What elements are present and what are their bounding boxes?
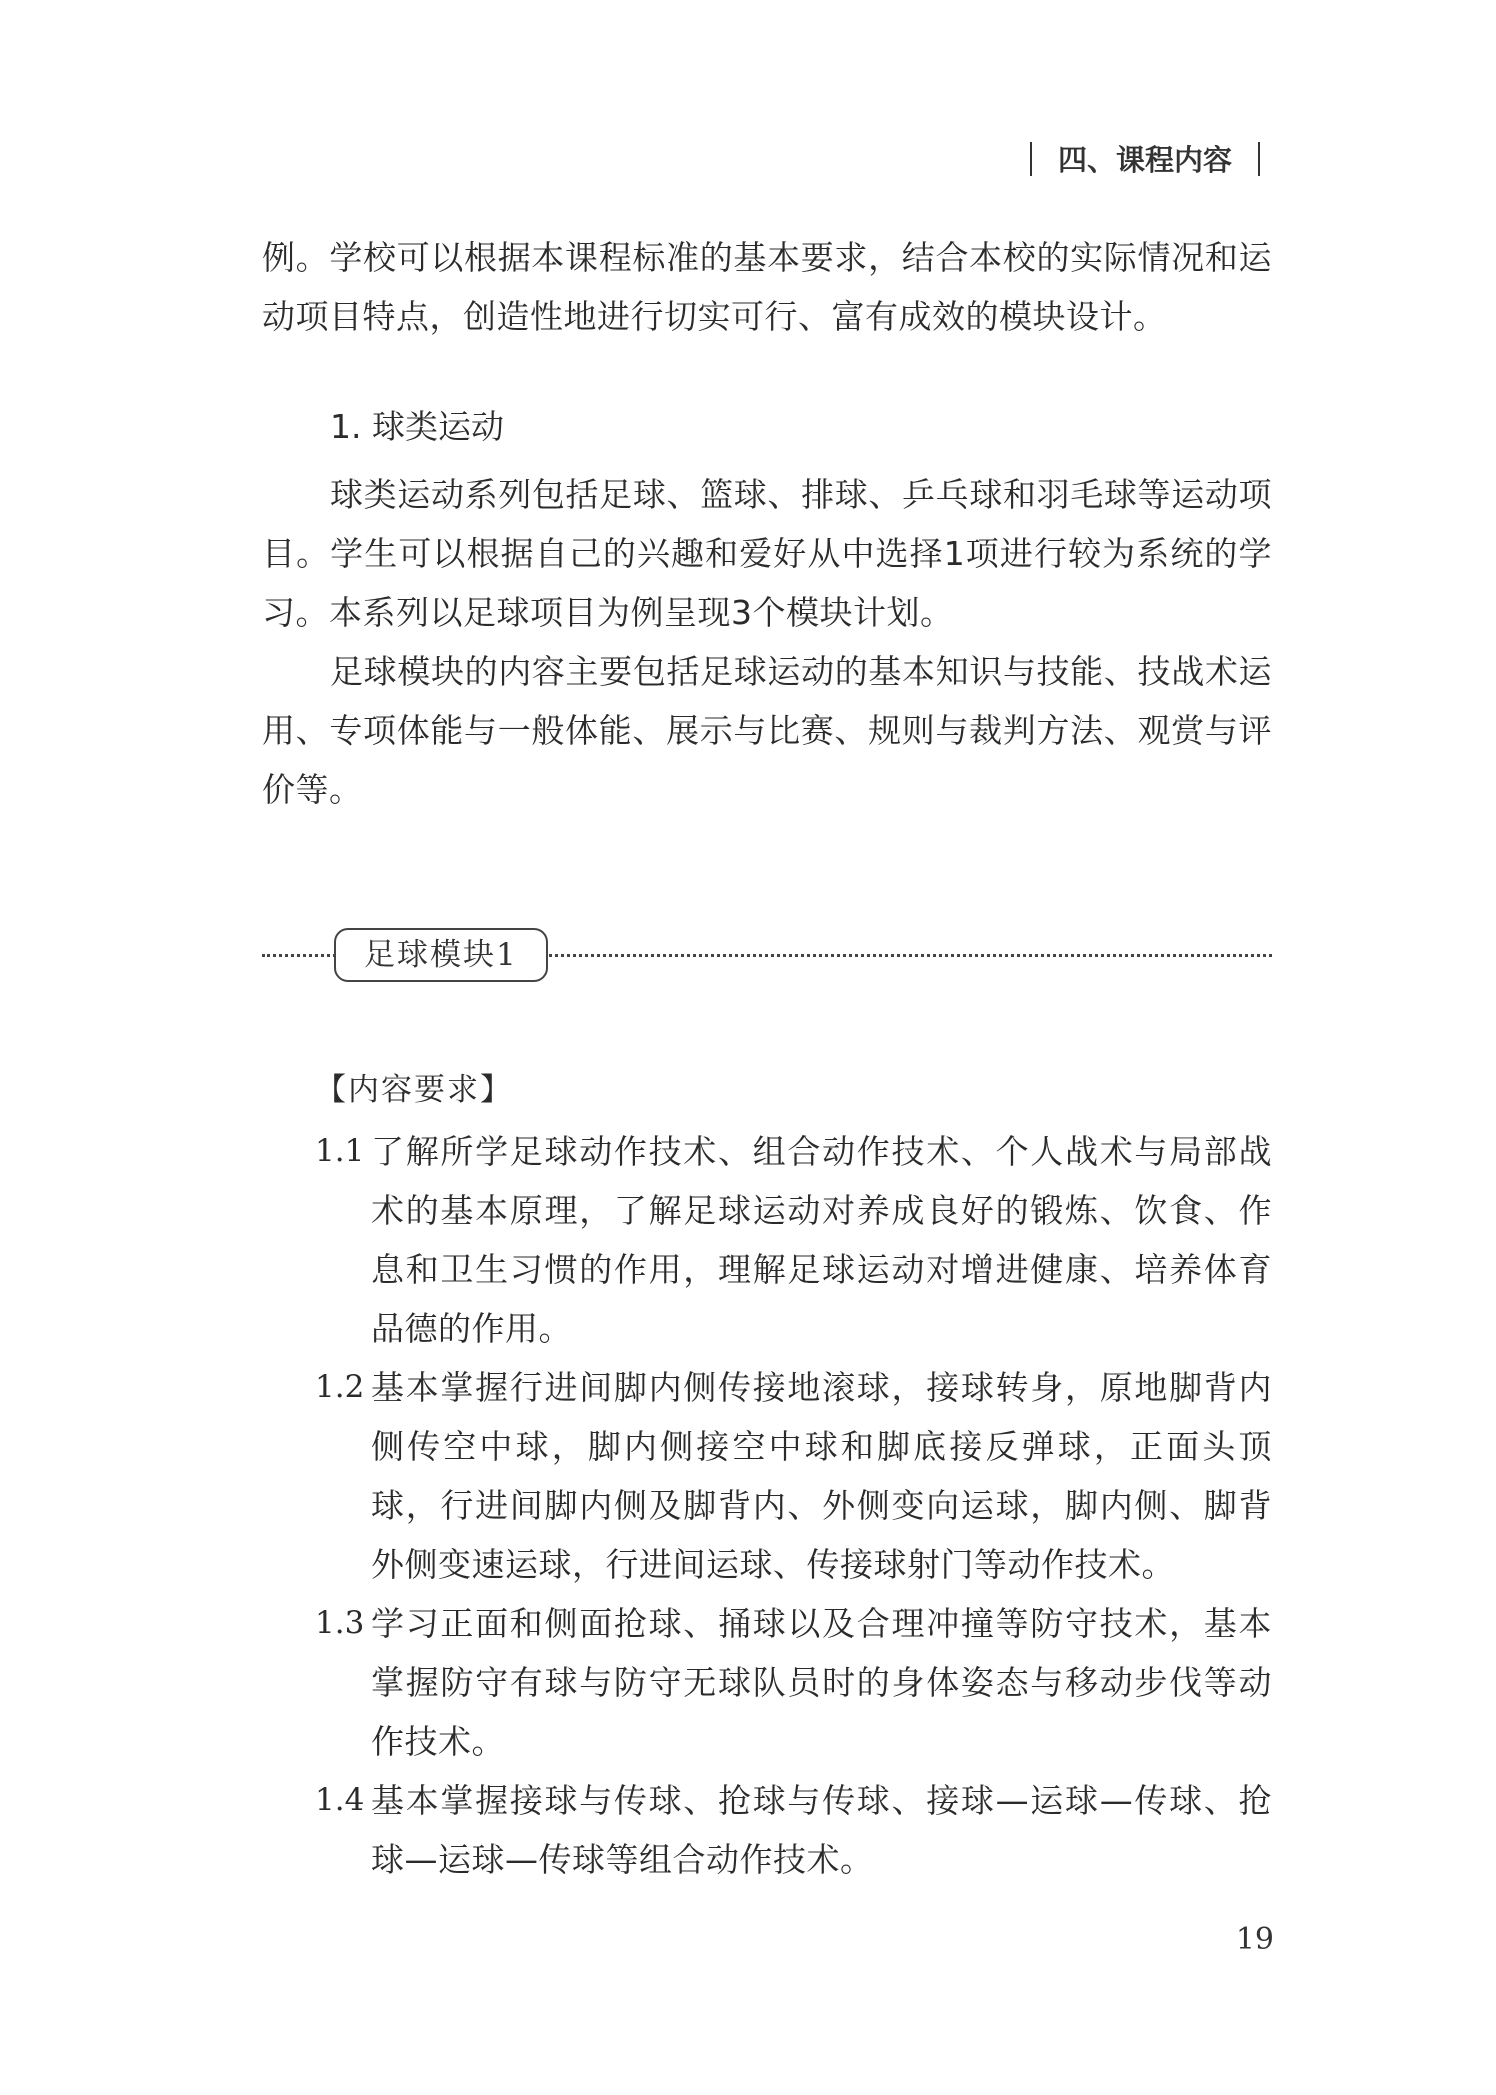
header-right-bar (1258, 142, 1260, 176)
intro-paragraph: 例。学校可以根据本课程标准的基本要求，结合本校的实际情况和运动项目特点，创造性地进行切实可行、富有成效的模块设计。 (262, 238, 1272, 336)
requirement-number: 1.4 (315, 1782, 365, 1818)
requirement-number: 1.2 (315, 1369, 365, 1405)
requirement-number: 1.3 (315, 1605, 365, 1641)
running-header (1004, 138, 1286, 179)
header-section-title: 四、课程内容 (1057, 143, 1232, 177)
requirement-item (315, 1358, 1272, 1594)
main-content (262, 228, 1272, 819)
requirement-text: 基本掌握接球与传球、抢球与传球、接球—运球—传球、抢球—运球—传球等组合动作技术。 (371, 1781, 1272, 1879)
header-left-bar (1030, 142, 1032, 176)
content-requirements (315, 1062, 1272, 1889)
section-paragraph: 球类运动系列包括足球、篮球、排球、乒乓球和羽毛球等运动项目。学生可以根据自己的兴趣和爱好从中选择1项进行较为系统的学习。本系列以足球项目为例呈现3个模块计划。 (262, 475, 1272, 632)
requirement-number: 1.1 (315, 1133, 365, 1169)
requirement-item (315, 1122, 1272, 1358)
requirement-item (315, 1771, 1272, 1889)
section-paragraph: 足球模块的内容主要包括足球运动的基本知识与技能、技战术运用、专项体能与一般体能、展示与比赛、规则与裁判方法、观赏与评价等。 (262, 652, 1272, 809)
section-heading: 1. 球类运动 (330, 407, 504, 446)
requirement-text: 学习正面和侧面抢球、捅球以及合理冲撞等防守技术，基本掌握防守有球与防守无球队员时的身体姿态与移动步伐等动作技术。 (371, 1604, 1272, 1761)
requirements-title: 【内容要求】 (315, 1072, 513, 1108)
requirement-text: 基本掌握行进间脚内侧传接地滚球，接球转身，原地脚背内侧传空中球，脚内侧接空中球和脚底接反弹球，正面头顶球，行进间脚内侧及脚背内、外侧变向运球，脚内侧、脚背外侧变速运球，行进间运球、传接球射门等动作技术。 (371, 1368, 1272, 1584)
module-divider (262, 928, 1272, 980)
requirements-list (315, 1122, 1272, 1889)
module-label: 足球模块1 (334, 928, 548, 982)
requirement-item (315, 1594, 1272, 1771)
requirement-text: 了解所学足球动作技术、组合动作技术、个人战术与局部战术的基本原理，了解足球运动对养成良好的锻炼、饮食、作息和卫生习惯的作用，理解足球运动对增进健康、培养体育品德的作用。 (371, 1132, 1272, 1348)
page-number: 19 (1235, 1922, 1274, 1957)
